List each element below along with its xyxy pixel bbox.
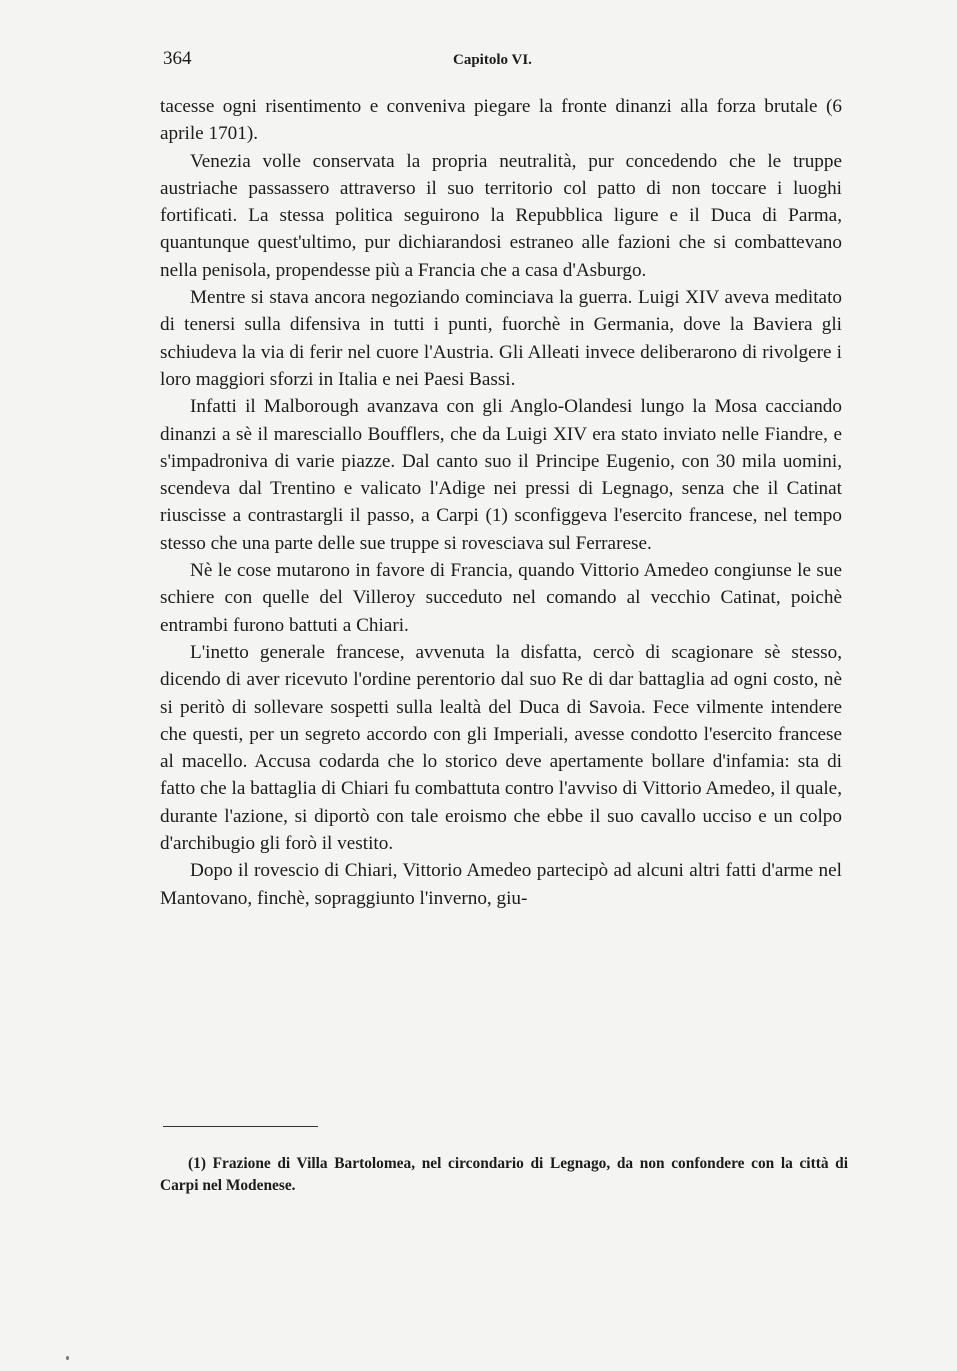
paragraph-1: tacesse ogni risentimento e conveniva piegare la fronte dinanzi alla forza brutale (6 aprile 1701). xyxy=(160,96,842,145)
footnote-text: (1) Frazione di Villa Bartolomea, nel circondario di Legnago, da non confondere con la città di Carpi nel Modenese. xyxy=(160,1155,848,1194)
page-header xyxy=(163,48,841,76)
paragraph-3: Mentre si stava ancora negoziando cominciava la guerra. Luigi XIV aveva meditato di tenersi sulla difensiva in tutti i punti, fuorchè in Germania, dove la Baviera gli schiudeva la via di ferir nel cuore l'Austria. Gli Alleati invece deliberarono di rivolgere i loro maggiori sforzi in Italia e nei Paesi Bassi. xyxy=(160,287,842,390)
paragraph-2: Venezia volle conservata la propria neutralità, pur concedendo che le truppe austriache passassero attraverso il suo territorio col patto di non toccare i luoghi fortificati. La stessa politica seguirono la Repubblica ligure e il Duca di Parma, quantunque quest'ultimo, pur dichiarandosi estraneo alle fazioni che si combattevano nella penisola, propendesse più a Francia che a casa d'Asburgo. xyxy=(160,150,842,281)
footnote xyxy=(160,1153,848,1197)
scan-speck xyxy=(66,1356,69,1360)
footnote-divider xyxy=(163,1126,318,1127)
page-number: 364 xyxy=(163,48,192,69)
running-head: Capitolo VI. xyxy=(453,52,532,68)
paragraph-4: Infatti il Malborough avanzava con gli Anglo-Olandesi lungo la Mosa cacciando dinanzi a sè il maresciallo Boufflers, che da Luigi XIV era stato inviato nelle Fiandre, e s'impadroniva di varie piazze. Dal canto suo il Principe Eugenio, con 30 mila uomini, scendeva dal Trentino e valicato l'Adige nei pressi di Legnago, senza che il Catinat riuscisse a contrastargli il passo, a Carpi (1) sconfiggeva l'esercito francese, nel tempo stesso che una parte delle sue truppe si rovesciava sul Ferrarese. xyxy=(160,396,842,554)
paragraph-5: Nè le cose mutarono in favore di Francia, quando Vittorio Amedeo congiunse le sue schiere con quelle del Villeroy succeduto nel comando al vecchio Catinat, poichè entrambi furono battuti a Chiari. xyxy=(160,560,842,636)
paragraph-7: Dopo il rovescio di Chiari, Vittorio Amedeo partecipò ad alcuni altri fatti d'arme nel Mantovano, finchè, sopraggiunto l'inverno, giu- xyxy=(160,860,842,909)
paragraph-6: L'inetto generale francese, avvenuta la disfatta, cercò di scagionare sè stesso, dicendo di aver ricevuto l'ordine perentorio dal suo Re di dar battaglia ad ogni costo, nè si peritò di sollevare sospetti sulla lealtà del Duca di Savoia. Fece vilmente intendere che questi, per un segreto accordo con gli Imperiali, avesse condotto l'esercito francese al macello. Accusa codarda che lo storico deve apertamente bollare d'infamia: sta di fatto che la battaglia di Chiari fu combattuta contro l'avviso di Vittorio Amedeo, il quale, durante l'azione, si diportò con tale eroismo che ebbe il suo cavallo ucciso e un colpo d'archibugio gli forò il vestito. xyxy=(160,641,842,855)
body-text xyxy=(160,93,842,912)
